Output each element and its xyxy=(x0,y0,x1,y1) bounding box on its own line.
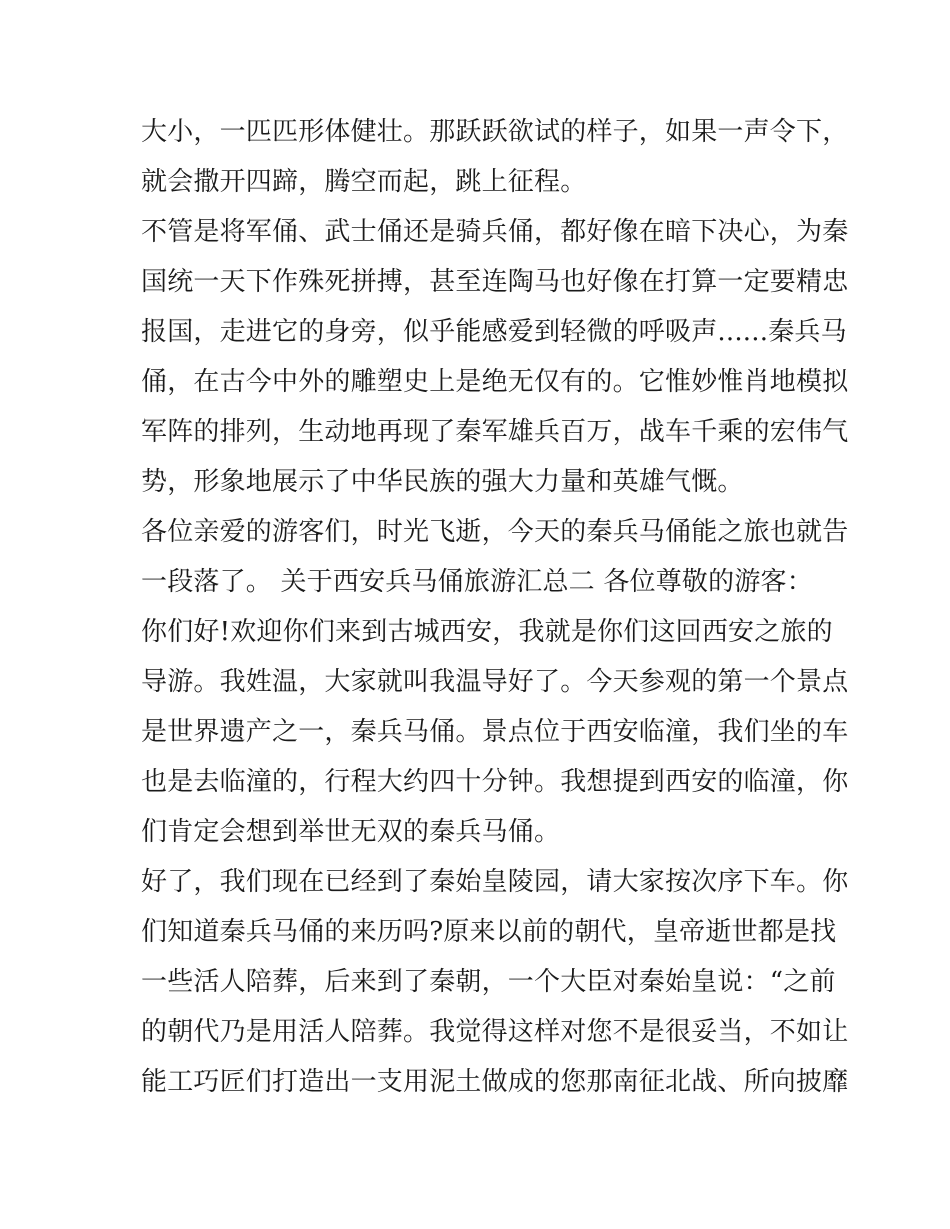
text-line: 各位亲爱的游客们，时光飞逝，今天的秦兵马俑能之旅也就告 xyxy=(141,517,849,547)
text-line: 大小，一匹匹形体健壮。那跃跃欲试的样子，如果一声令下， xyxy=(141,117,849,147)
text-line: 一段落了。 关于西安兵马俑旅游汇总二 各位尊敬的游客： xyxy=(141,567,813,597)
text-line: 导游。我姓温，大家就叫我温导好了。今天参观的第一个景点 xyxy=(141,667,849,697)
text-line: 势，形象地展示了中华民族的强大力量和英雄气慨。 xyxy=(141,467,744,497)
text-line: 是世界遗产之一，秦兵马俑。景点位于西安临潼，我们坐的车 xyxy=(141,717,849,747)
document-body xyxy=(141,107,849,1107)
text-line: 俑，在古今中外的雕塑史上是绝无仅有的。它惟妙惟肖地模拟 xyxy=(141,367,849,397)
text-line: 国统一天下作殊死拼搏，甚至连陶马也好像在打算一定要精忠 xyxy=(141,267,849,297)
text-line: 能工巧匠们打造出一支用泥土做成的您那南征北战、所向披靡 xyxy=(141,1067,849,1097)
text-line: 也是去临潼的，行程大约四十分钟。我想提到西安的临潼，你 xyxy=(141,767,849,797)
text-line: 就会撒开四蹄，腾空而起，跳上征程。 xyxy=(141,167,587,197)
text-line: 们肯定会想到举世无双的秦兵马俑。 xyxy=(141,817,561,847)
text-line: 你们好!欢迎你们来到古城西安，我就是你们这回西安之旅的 xyxy=(141,617,833,647)
text-line: 们知道秦兵马俑的来历吗?原来以前的朝代，皇帝逝世都是找 xyxy=(141,917,837,947)
text-line: 好了，我们现在已经到了秦始皇陵园，请大家按次序下车。你 xyxy=(141,867,849,897)
text-line: 不管是将军俑、武士俑还是骑兵俑，都好像在暗下决心，为秦 xyxy=(141,217,849,247)
text-line: 报国，走进它的身旁，似乎能感爱到轻微的呼吸声......秦兵马 xyxy=(141,317,847,347)
text-line: 军阵的排列，生动地再现了秦军雄兵百万，战车千乘的宏伟气 xyxy=(141,417,849,447)
text-line: 的朝代乃是用活人陪葬。我觉得这样对您不是很妥当，不如让 xyxy=(141,1017,849,1047)
text-line: 一些活人陪葬，后来到了秦朝，一个大臣对秦始皇说：“之前 xyxy=(141,967,836,997)
